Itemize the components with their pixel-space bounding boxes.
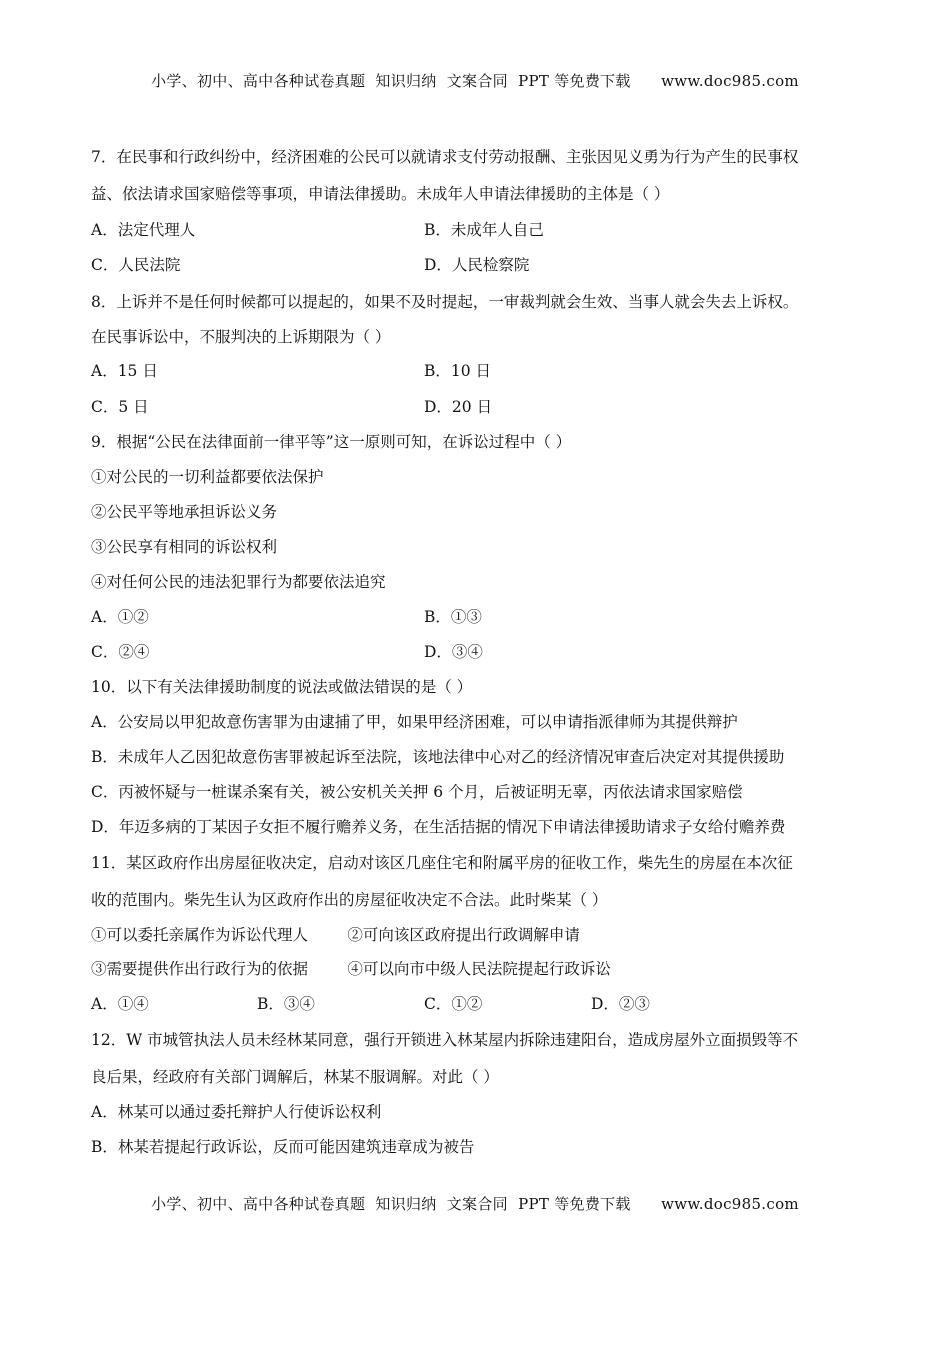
q9-statement-4: ④对任何公民的违法犯罪行为都要依法追究: [91, 573, 386, 591]
q9-option-d: D．③④: [424, 643, 483, 661]
page-footer: 小学、初中、高中各种试卷真题 知识归纳 文案合同 PPT 等免费下载 www.doc985.com: [151, 1195, 799, 1213]
q11-statements-line-2: ③需要提供作出行政行为的依据 ④可以向市中级人民法院提起行政诉讼: [91, 960, 611, 978]
q8-stem-line-2: 在民事诉讼中，不服判决的上诉期限为（ ）: [91, 328, 391, 346]
q11-statements-line-1: ①可以委托亲属作为诉讼代理人 ②可向该区政府提出行政调解申请: [91, 926, 580, 944]
q9-stem: 9．根据“公民在法律面前一律平等”这一原则可知，在诉讼过程中（ ）: [91, 433, 572, 451]
q9-statement-2: ②公民平等地承担诉讼义务: [91, 503, 278, 521]
q8-option-d: D．20 日: [424, 398, 493, 416]
q11-option-a: A．①④: [91, 995, 149, 1013]
q7-option-b: B．未成年人自己: [424, 221, 544, 239]
q12-stem-line-2: 良后果，经政府有关部门调解后，林某不服调解。对此（ ）: [91, 1068, 499, 1086]
q9-statement-1: ①对公民的一切利益都要依法保护: [91, 468, 324, 486]
q10-option-c: C．丙被怀疑与一桩谋杀案有关，被公安机关关押 6 个月，后被证明无辜，丙依法请求国家赔偿: [91, 783, 743, 801]
q7-option-a: A．法定代理人: [91, 221, 196, 239]
q10-option-a: A．公安局以甲犯故意伤害罪为由逮捕了甲，如果甲经济困难，可以申请指派律师为其提供辩护: [91, 713, 738, 731]
q9-option-b: B．①③: [424, 608, 482, 626]
page-header: 小学、初中、高中各种试卷真题 知识归纳 文案合同 PPT 等免费下载 www.doc985.com: [151, 72, 799, 90]
q9-option-c: C．②④: [91, 643, 150, 661]
q8-option-a: A．15 日: [91, 362, 158, 380]
q11-stem-line-2: 收的范围内。柴先生认为区政府作出的房屋征收决定不合法。此时柴某（ ）: [91, 891, 608, 909]
q11-stem-line-1: 11．某区政府作出房屋征收决定，启动对该区几座住宅和附属平房的征收工作，柴先生的房屋在本次征: [91, 854, 793, 872]
q9-statement-3: ③公民享有相同的诉讼权利: [91, 538, 278, 556]
q7-stem-line-1: 7．在民事和行政纠纷中，经济困难的公民可以就请求支付劳动报酬、主张因见义勇为行为产生的民事权: [91, 148, 799, 166]
q8-stem-line-1: 8．上诉并不是任何时候都可以提起的，如果不及时提起，一审裁判就会生效、当事人就会失去上诉权。: [91, 293, 799, 311]
q12-stem-line-1: 12．W 市城管执法人员未经林某同意，强行开锁进入林某屋内拆除违建阳台，造成房屋外立面损毁等不: [91, 1031, 799, 1049]
q11-option-b: B．③④: [257, 995, 315, 1013]
q12-option-a: A．林某可以通过委托辩护人行使诉讼权利: [91, 1103, 382, 1121]
q11-option-d: D．②③: [591, 995, 650, 1013]
q8-option-c: C．5 日: [91, 398, 149, 416]
q7-stem-line-2: 益、依法请求国家赔偿等事项，申请法律援助。未成年人申请法律援助的主体是（ ）: [91, 185, 670, 203]
q7-option-d: D．人民检察院: [424, 256, 530, 274]
q11-option-c: C．①②: [424, 995, 483, 1013]
q10-stem: 10．以下有关法律援助制度的说法或做法错误的是（ ）: [91, 678, 473, 696]
q7-option-c: C．人民法院: [91, 256, 181, 274]
q9-option-a: A．①②: [91, 608, 149, 626]
q10-option-d: D．年迈多病的丁某因子女拒不履行赡养义务，在生活拮据的情况下申请法律援助请求子女给付赡养费: [91, 818, 786, 836]
q10-option-b: B．未成年人乙因犯故意伤害罪被起诉至法院，该地法律中心对乙的经济情况审查后决定对其提供援助: [91, 748, 785, 766]
q8-option-b: B．10 日: [424, 362, 492, 380]
q12-option-b: B．林某若提起行政诉讼，反而可能因建筑违章成为被告: [91, 1138, 475, 1156]
